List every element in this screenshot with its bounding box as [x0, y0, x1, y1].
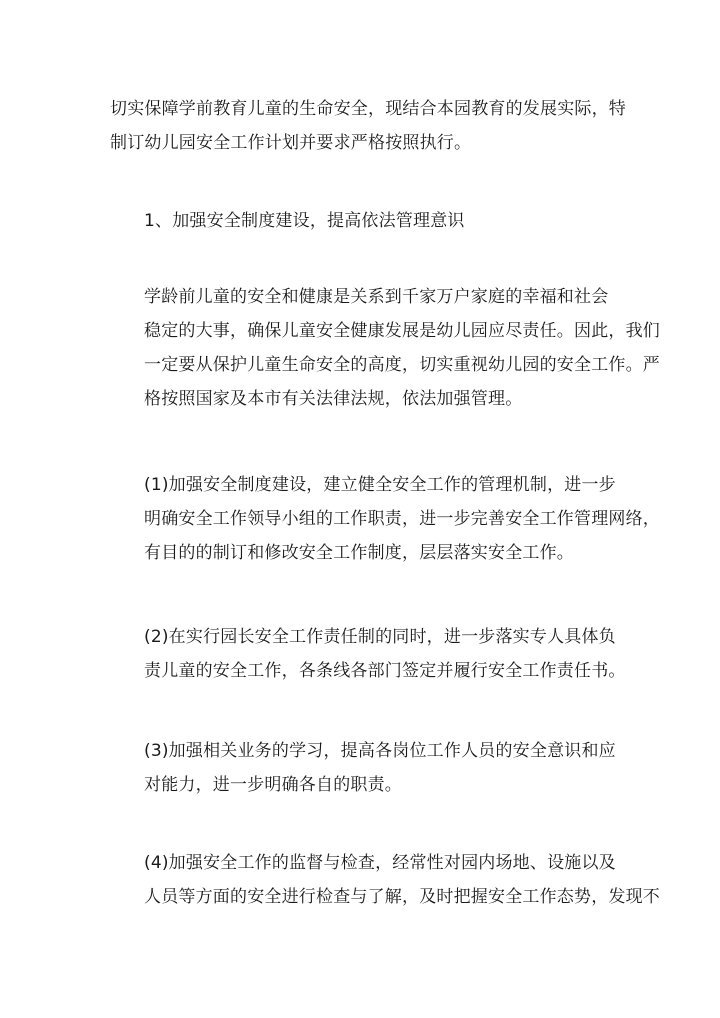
item-1-paragraph [110, 468, 660, 570]
text-line: 对能力，进一步明确各自的职责。 [144, 775, 402, 795]
text-line: 有目的的制订和修改安全工作制度，层层落实安全工作。 [144, 543, 574, 563]
text-line: 责儿童的安全工作，各条线各部门签定并履行安全工作责任书。 [144, 661, 626, 681]
text-line: 制订幼儿园安全工作计划并要求严格按照执行。 [110, 133, 472, 153]
section-heading [110, 204, 620, 238]
text-line: (4)加强安全工作的监督与检查，经常性对园内场地、设施以及 [144, 853, 616, 873]
item-3-paragraph [110, 734, 620, 802]
text-line: (2)在实行园长安全工作责任制的同时，进一步落实专人具体负 [144, 627, 616, 647]
importance-paragraph [110, 280, 660, 416]
text-line: 明确安全工作领导小组的工作职责，进一步完善安全工作管理网络， [144, 509, 660, 529]
text-line: (1)加强安全制度建设，建立健全安全工作的管理机制，进一步 [144, 475, 616, 495]
item-2-paragraph [110, 620, 626, 688]
item-4-paragraph [110, 846, 660, 914]
text-line: 一定要从保护儿童生命安全的高度，切实重视幼儿园的安全工作。严 [144, 355, 660, 375]
text-line: 格按照国家及本市有关法律法规，依法加强管理。 [144, 389, 523, 409]
text-line: 稳定的大事，确保儿童安全健康发展是幼儿园应尽责任。因此，我们 [144, 321, 660, 341]
text-line: 人员等方面的安全进行检查与了解，及时把握安全工作态势，发现不 [144, 887, 660, 907]
text-line: 学龄前儿童的安全和健康是关系到千家万户家庭的幸福和社会 [144, 287, 609, 307]
text-line: (3)加强相关业务的学习，提高各岗位工作人员的安全意识和应 [144, 741, 616, 761]
text-line: 切实保障学前教育儿童的生命安全，现结合本园教育的发展实际，特 [110, 99, 626, 119]
heading-text: 1、加强安全制度建设，提高依法管理意识 [144, 211, 465, 231]
intro-paragraph [110, 92, 626, 160]
